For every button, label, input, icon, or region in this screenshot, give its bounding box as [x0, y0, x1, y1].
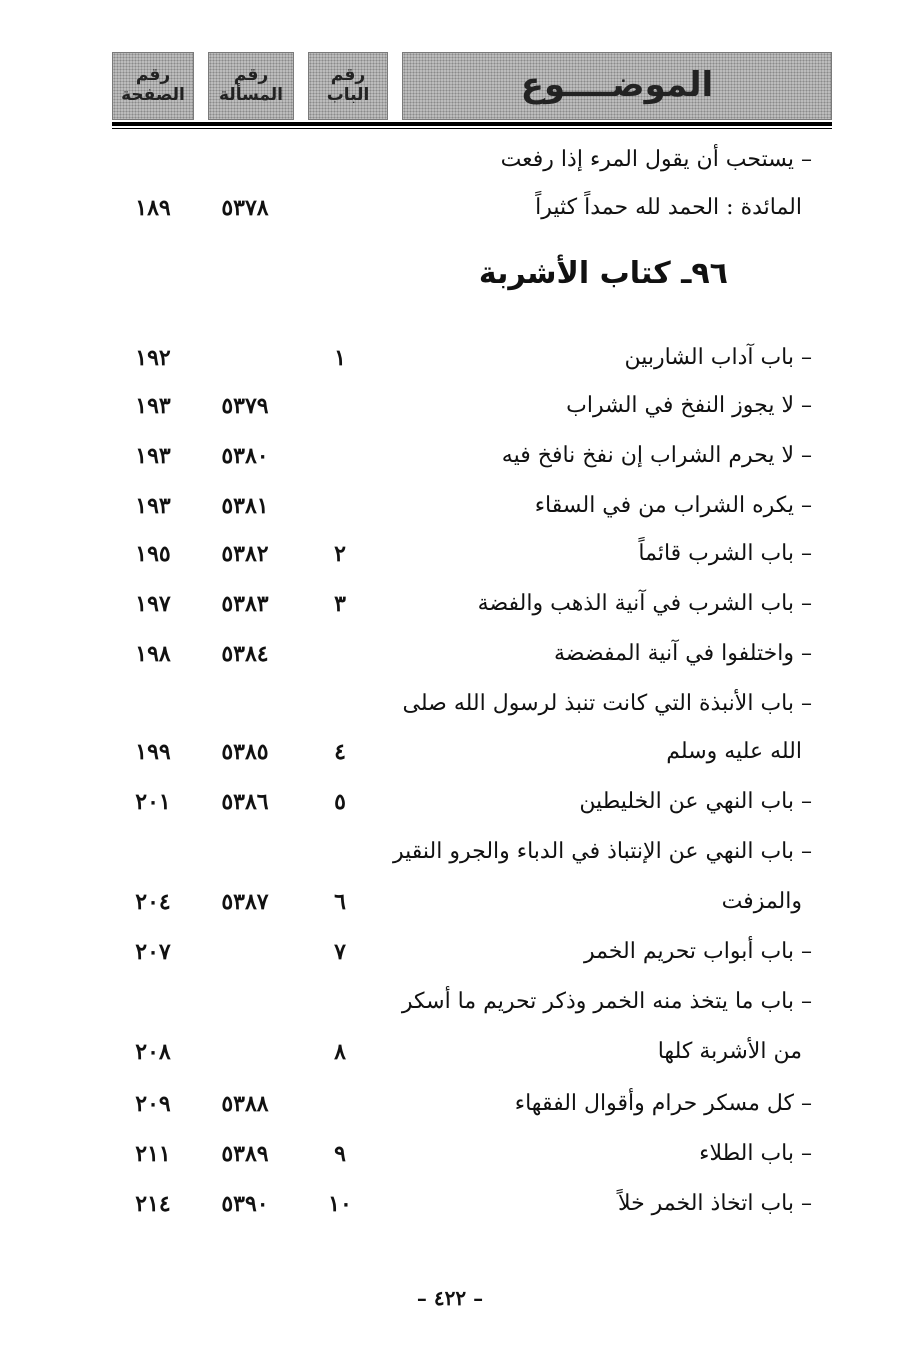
table-row [0, 384, 900, 428]
table-row [0, 780, 900, 824]
row-page: ١٩٩ [135, 739, 171, 765]
row-page: ٢٠٩ [135, 1091, 171, 1117]
row-topic: – باب الشرب في آنية الذهب والفضة [477, 591, 812, 616]
row-masala: ٥٣٨٤ [221, 641, 269, 667]
header-rule-thick [112, 122, 832, 126]
header-bab-line1: رقم [330, 65, 366, 86]
row-topic: – باب النهي عن الإنتباذ في الدباء والجرو النقير [393, 839, 812, 864]
row-bab: ٧ [334, 939, 346, 965]
row-masala: ٥٣٨٢ [221, 541, 269, 567]
row-page: ٢٠١ [135, 789, 171, 815]
row-topic: – باب النهي عن الخليطين [579, 789, 812, 814]
row-topic: – لا يحرم الشراب إن نفخ نافخ فيه [501, 443, 812, 468]
row-masala: ٥٣٩٠ [221, 1191, 269, 1217]
header-masala-number [208, 52, 294, 120]
table-row [0, 632, 900, 676]
row-page: ١٩٢ [135, 345, 171, 371]
row-bab: ٩ [334, 1141, 346, 1167]
row-page: ٢٠٤ [135, 889, 171, 915]
header-masala-line2: المسألة [219, 85, 283, 105]
table-row [0, 830, 900, 874]
table-row [0, 980, 900, 1024]
row-page: ١٩٣ [135, 443, 171, 469]
row-page: ١٨٩ [135, 195, 171, 221]
table-row [0, 1182, 900, 1226]
table-row [0, 1132, 900, 1176]
table-row [0, 880, 900, 924]
header-rule-thin [112, 128, 832, 129]
row-page: ١٩٨ [135, 641, 171, 667]
row-masala: ٥٣٨٨ [221, 1091, 269, 1117]
row-topic: المائدة : الحمد لله حمداً كثيراً [535, 195, 802, 220]
row-bab: ٦ [334, 889, 346, 915]
row-masala: ٥٣٧٩ [221, 393, 269, 419]
row-page: ٢٠٨ [135, 1039, 171, 1065]
row-masala: ٥٣٨٩ [221, 1141, 269, 1167]
table-row [0, 1030, 900, 1074]
row-bab: ١٠ [328, 1191, 352, 1217]
table-row [0, 1082, 900, 1126]
table-row [0, 336, 900, 380]
header-masala-line1: رقم [233, 65, 269, 86]
row-masala: ٥٣٨٦ [221, 789, 269, 815]
row-page: ٢٠٧ [135, 939, 171, 965]
page-number: – ٤٢٢ – [416, 1286, 484, 1310]
row-topic: والمزفت [721, 889, 802, 914]
table-row [0, 582, 900, 626]
row-masala: ٥٣٨٠ [221, 443, 269, 469]
table-header [112, 52, 832, 126]
row-topic: – باب الشرب قائماً [638, 541, 812, 566]
row-topic: – لا يجوز النفخ في الشراب [566, 393, 812, 418]
row-topic: – باب الأنبذة التي كانت تنبذ لرسول الله صلى [402, 691, 812, 716]
table-row [0, 532, 900, 576]
table-row [0, 730, 900, 774]
row-bab: ٢ [334, 541, 346, 567]
section-title: ٩٦ـ كتاب الأشربة [478, 256, 728, 291]
row-bab: ١ [334, 345, 346, 371]
row-topic: – باب اتخاذ الخمر خلاً [617, 1191, 812, 1216]
table-row [0, 186, 900, 230]
row-page: ١٩٥ [135, 541, 171, 567]
row-masala: ٥٣٨٥ [221, 739, 269, 765]
row-topic: من الأشربة كلها [657, 1039, 802, 1064]
table-row [0, 930, 900, 974]
table-row [0, 138, 900, 182]
row-page: ١٩٣ [135, 493, 171, 519]
row-masala: ٥٣٧٨ [221, 195, 269, 221]
row-masala: ٥٣٨٧ [221, 889, 269, 915]
header-bab-number [308, 52, 388, 120]
row-page: ١٩٣ [135, 393, 171, 419]
row-page: ١٩٧ [135, 591, 171, 617]
table-row [0, 682, 900, 726]
row-topic: – باب ما يتخذ منه الخمر وذكر تحريم ما أسكر [401, 989, 812, 1014]
row-topic: – باب آداب الشاربين [624, 345, 812, 370]
table-row [0, 434, 900, 478]
row-masala: ٥٣٨٣ [221, 591, 269, 617]
row-topic: – باب أبواب تحريم الخمر [583, 939, 812, 964]
row-topic: – يستحب أن يقول المرء إذا رفعت [500, 147, 812, 172]
row-bab: ٣ [334, 591, 346, 617]
row-page: ٢١٤ [135, 1191, 171, 1217]
row-topic: – باب الطلاء [699, 1141, 812, 1166]
header-page-line2: الصفحة [121, 85, 185, 105]
row-bab: ٥ [334, 789, 346, 815]
header-bab-line2: الباب [326, 85, 370, 105]
row-masala: ٥٣٨١ [221, 493, 269, 519]
row-topic: الله عليه وسلم [666, 739, 802, 764]
header-topic: الموضــــوع [402, 52, 832, 120]
row-bab: ٨ [334, 1039, 346, 1065]
row-bab: ٤ [334, 739, 346, 765]
table-row [0, 484, 900, 528]
header-page-line1: رقم [135, 65, 171, 86]
row-topic: – كل مسكر حرام وأقوال الفقهاء [514, 1091, 812, 1116]
row-page: ٢١١ [135, 1141, 171, 1167]
row-topic: – يكره الشراب من في السقاء [534, 493, 812, 518]
row-topic: – واختلفوا في آنية المفضضة [554, 641, 812, 666]
header-page-number [112, 52, 194, 120]
